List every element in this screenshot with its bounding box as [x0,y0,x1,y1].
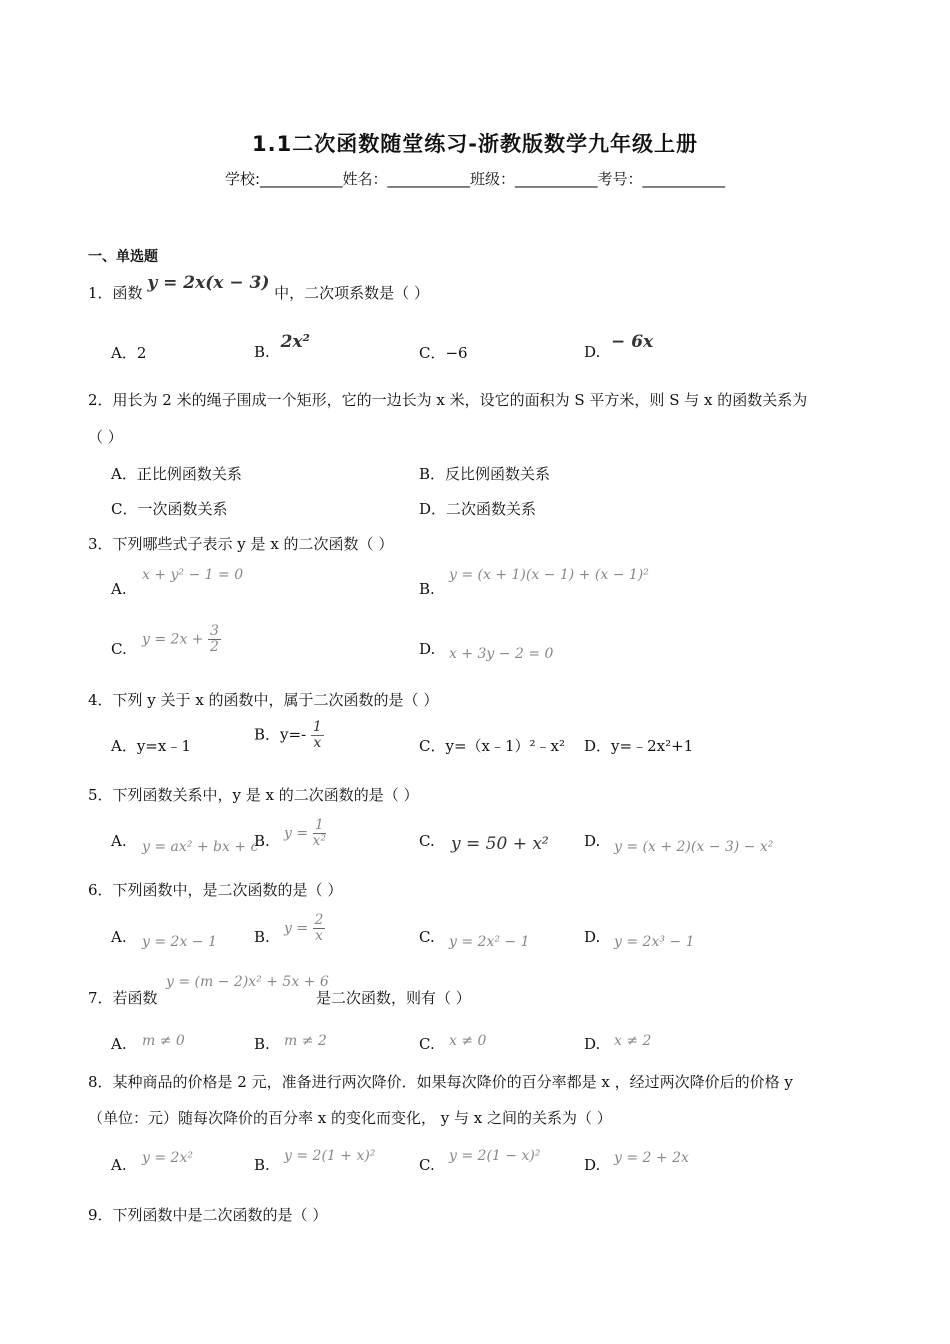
page-title: 1.1二次函数随堂练习-浙教版数学九年级上册 [252,132,698,156]
q8-option-b-formula: y = 2(1 + x)² [284,1148,376,1164]
q5-option-a[interactable]: A. [111,832,127,850]
q3-option-c[interactable]: C. [111,640,127,658]
q4-option-b-label: B．y=- [254,725,307,744]
q8-option-a-formula: y = 2x² [142,1150,193,1166]
q5-option-b-numerator: 1 [313,818,327,834]
question-2-cont: （ ） [88,428,123,446]
question-7: 7．若函数 [88,989,158,1007]
q3-option-d-formula: x + 3y − 2 = 0 [449,646,554,662]
q3-option-c-denominator: 2 [209,639,219,655]
q1-option-d-formula: − 6x [611,332,654,352]
q1-option-d-label: D. [584,343,601,361]
q6-option-d-formula: y = 2x³ − 1 [614,934,695,950]
student-info-line: 学校:___________姓名：___________班级：___________考号：___________ [224,170,726,188]
q2-option-b[interactable]: B．反比例函数关系 [419,465,551,483]
q5-option-d[interactable]: D. [584,832,601,850]
question-7-stem-end: 是二次函数，则有（ ） [316,989,471,1007]
q7-option-c[interactable]: C. [419,1035,435,1053]
q8-option-b[interactable]: B. [254,1156,270,1174]
q8-option-a[interactable]: A. [111,1156,127,1174]
q3-option-a[interactable]: A. [111,580,127,598]
q6-option-c[interactable]: C. [419,928,435,946]
q5-option-b-denominator: x² [312,833,327,849]
q4-option-b-numerator: 1 [312,719,322,735]
question-9: 9．下列函数中是二次函数的是（ ） [88,1206,328,1224]
q7-option-b-formula: m ≠ 2 [284,1033,327,1049]
q8-option-d[interactable]: D. [584,1156,601,1174]
q7-option-d-formula: x ≠ 2 [614,1033,652,1049]
q6-option-a-formula: y = 2x − 1 [142,934,217,950]
q2-option-d[interactable]: D．二次函数关系 [419,500,537,518]
q6-option-b-numerator: 2 [314,912,324,928]
q3-option-d[interactable]: D. [419,640,436,658]
q6-option-b-formula [284,913,325,944]
q7-option-c-formula: x ≠ 0 [449,1033,487,1049]
q4-option-b-denominator: x [313,735,322,751]
question-5: 5．下列函数关系中，y 是 x 的二次函数的是（ ） [88,786,419,804]
q3-option-b[interactable]: B. [419,580,435,598]
question-6: 6．下列函数中，是二次函数的是（ ） [88,881,343,899]
question-1-stem: 1．函数 [88,284,143,302]
question-1-formula: y = 2x(x − 3) [147,273,270,293]
question-8-cont: （单位：元）随每次降价的百分率 x 的变化而变化， y 与 x 之间的关系为（ ） [88,1109,612,1127]
q6-option-b[interactable]: B. [254,928,270,946]
q3-option-c-numerator: 3 [209,623,219,639]
question-2: 2．用长为 2 米的绳子围成一个矩形，它的一边长为 x 米，设它的面积为 S 平方米，则 S 与 x 的函数关系为 [88,391,808,409]
q5-option-a-formula: y = ax² + bx + c [142,839,259,855]
q4-option-b[interactable] [254,720,324,751]
q6-option-b-lhs: y = [284,920,309,937]
question-8: 8．某种商品的价格是 2 元，准备进行两次降价．如果每次降价的百分率都是 x ，经过两次降价后的价格 y [88,1073,793,1091]
question-1 [88,273,429,303]
q5-option-b-lhs: y = [284,825,309,842]
q6-option-c-formula: y = 2x² − 1 [449,934,530,950]
q5-option-d-formula: y = (x + 2)(x − 3) − x² [614,839,774,855]
q5-option-b[interactable]: B. [254,832,270,850]
q4-option-a[interactable]: A．y=x﹣1 [111,737,191,755]
q8-option-c[interactable]: C. [419,1156,435,1174]
q8-option-d-formula: y = 2 + 2x [614,1150,689,1166]
q4-option-d[interactable]: D．y=﹣2x²+1 [584,737,694,755]
q1-option-c[interactable]: C．−6 [419,344,468,362]
question-3: 3．下列哪些式子表示 y 是 x 的二次函数（ ） [88,535,394,553]
q1-option-b[interactable] [254,332,310,362]
q6-option-d[interactable]: D. [584,928,601,946]
q1-option-a[interactable]: A．2 [111,344,147,362]
q1-option-d[interactable] [584,332,654,362]
question-4: 4．下列 y 关于 x 的函数中，属于二次函数的是（ ） [88,691,439,709]
section-heading: 一、单选题 [88,249,158,265]
q2-option-a[interactable]: A．正比例函数关系 [111,465,242,483]
q4-option-c[interactable]: C．y=（x﹣1）²﹣x² [419,737,566,755]
q3-option-c-formula [142,624,221,655]
q6-option-a[interactable]: A. [111,928,127,946]
q1-option-b-label: B. [254,343,270,361]
q5-option-c[interactable]: C. [419,832,435,850]
q5-option-b-formula [284,818,326,849]
q7-option-a[interactable]: A. [111,1035,127,1053]
question-1-stem-end: 中，二次项系数是（ ） [274,284,429,302]
q3-option-b-formula: y = (x + 1)(x − 1) + (x − 1)² [449,567,649,583]
q6-option-b-denominator: x [315,928,323,944]
q1-option-b-formula: 2x² [280,332,310,352]
q5-option-c-formula: y = 50 + x² [451,834,549,854]
q7-option-a-formula: m ≠ 0 [142,1033,185,1049]
question-7-formula: y = (m − 2)x² + 5x + 6 [166,974,329,990]
q2-option-c[interactable]: C．一次函数关系 [111,500,228,518]
q7-option-d[interactable]: D. [584,1035,601,1053]
q7-option-b[interactable]: B. [254,1035,270,1053]
q3-option-c-lhs: y = 2x + [142,631,204,648]
q8-option-c-formula: y = 2(1 − x)² [449,1148,541,1164]
q3-option-a-formula: x + y² − 1 = 0 [142,567,244,583]
